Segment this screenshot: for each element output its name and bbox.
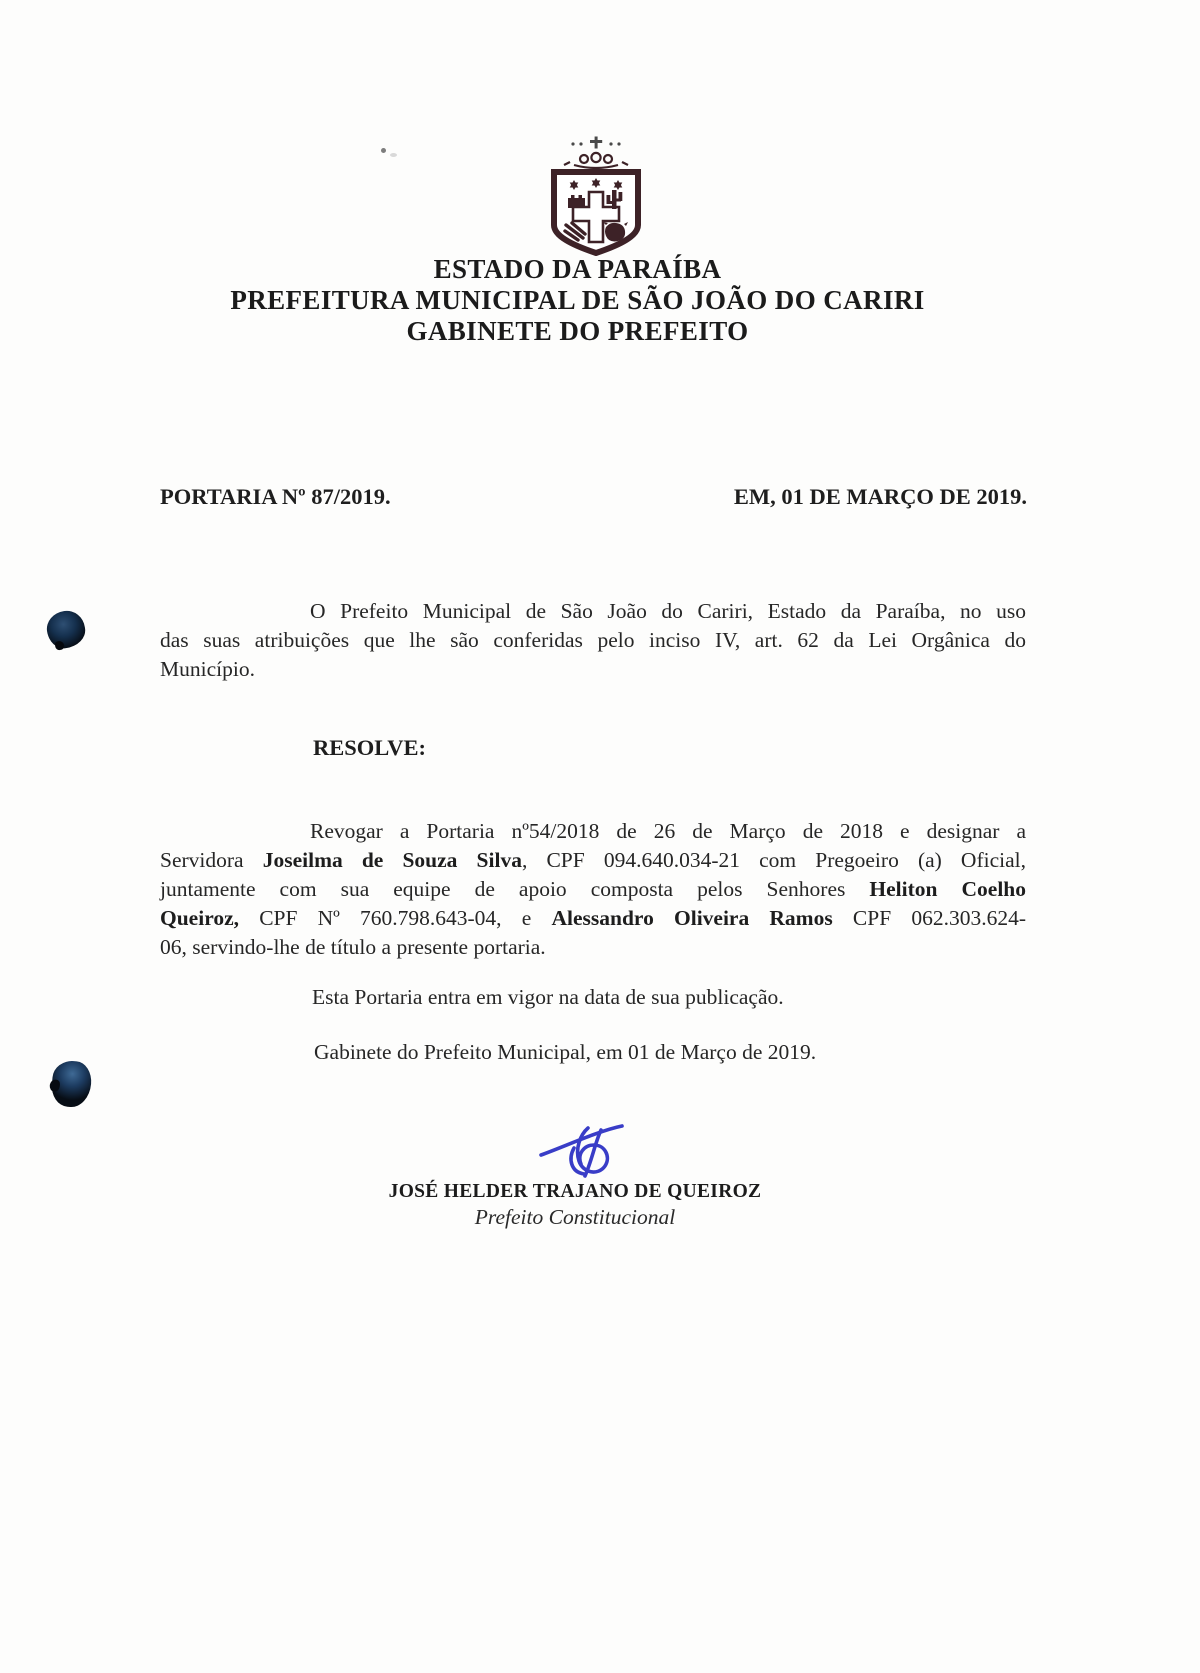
- reference-row: [160, 484, 1027, 510]
- emblem-crown: [564, 153, 628, 168]
- paragraph-place-date: Gabinete do Prefeito Municipal, em 01 de Março de 2019.: [314, 1040, 817, 1064]
- text-line: Queiroz, CPF Nº 760.798.643-04, e Alessandro Oliveira Ramos CPF 062.303.624-: [160, 906, 1026, 930]
- ink-blob-bottom: [50, 1059, 93, 1108]
- scan-speck-smudge: [390, 153, 397, 157]
- letterhead: [130, 254, 1025, 347]
- signatory-name: JOSÉ HELDER TRAJANO DE QUEIROZ: [388, 1181, 762, 1202]
- ink-blob-top: [45, 609, 88, 651]
- text-line: 06, servindo-lhe de título a presente portaria.: [160, 935, 546, 959]
- portaria-date: EM, 01 DE MARÇO DE 2019.: [733, 484, 1027, 509]
- resolve-label: RESOLVE:: [313, 735, 426, 760]
- paragraph-resolution: [160, 817, 1026, 962]
- signature-icon: [538, 1118, 650, 1184]
- text-line: das suas atribuições que lhe são conferidas pelo inciso IV, art. 62 da Lei Orgânica do: [160, 628, 1026, 652]
- paragraph-effectiveness: Esta Portaria entra em vigor na data de sua publicação.: [312, 985, 784, 1009]
- text-line: Município.: [160, 657, 255, 681]
- text-line: O Prefeito Municipal de São João do Cariri, Estado da Paraíba, no uso: [310, 599, 1026, 623]
- text-line: juntamente com sua equipe de apoio composta pelos Senhores Heliton Coelho: [160, 877, 1026, 901]
- letterhead-line-office: GABINETE DO PREFEITO: [406, 316, 749, 346]
- portaria-number: PORTARIA Nº 87/2019.: [160, 484, 391, 509]
- signatory-role: Prefeito Constitucional: [474, 1205, 676, 1229]
- scan-speck: [381, 148, 386, 153]
- coat-of-arms-icon: [540, 132, 652, 256]
- letterhead-line-municipality: PREFEITURA MUNICIPAL DE SÃO JOÃO DO CARIRI: [230, 285, 925, 315]
- emblem-top-dots: [571, 137, 620, 149]
- text-line: Servidora Joseilma de Souza Silva, CPF 094.640.034-21 com Pregoeiro (a) Oficial,: [160, 848, 1026, 872]
- signature-block: [130, 1180, 1020, 1231]
- paragraph-preamble: [160, 597, 1026, 684]
- letterhead-line-state: ESTADO DA PARAÍBA: [433, 254, 722, 284]
- text-line: Revogar a Portaria nº54/2018 de 26 de Março de 2018 e designar a: [310, 819, 1026, 843]
